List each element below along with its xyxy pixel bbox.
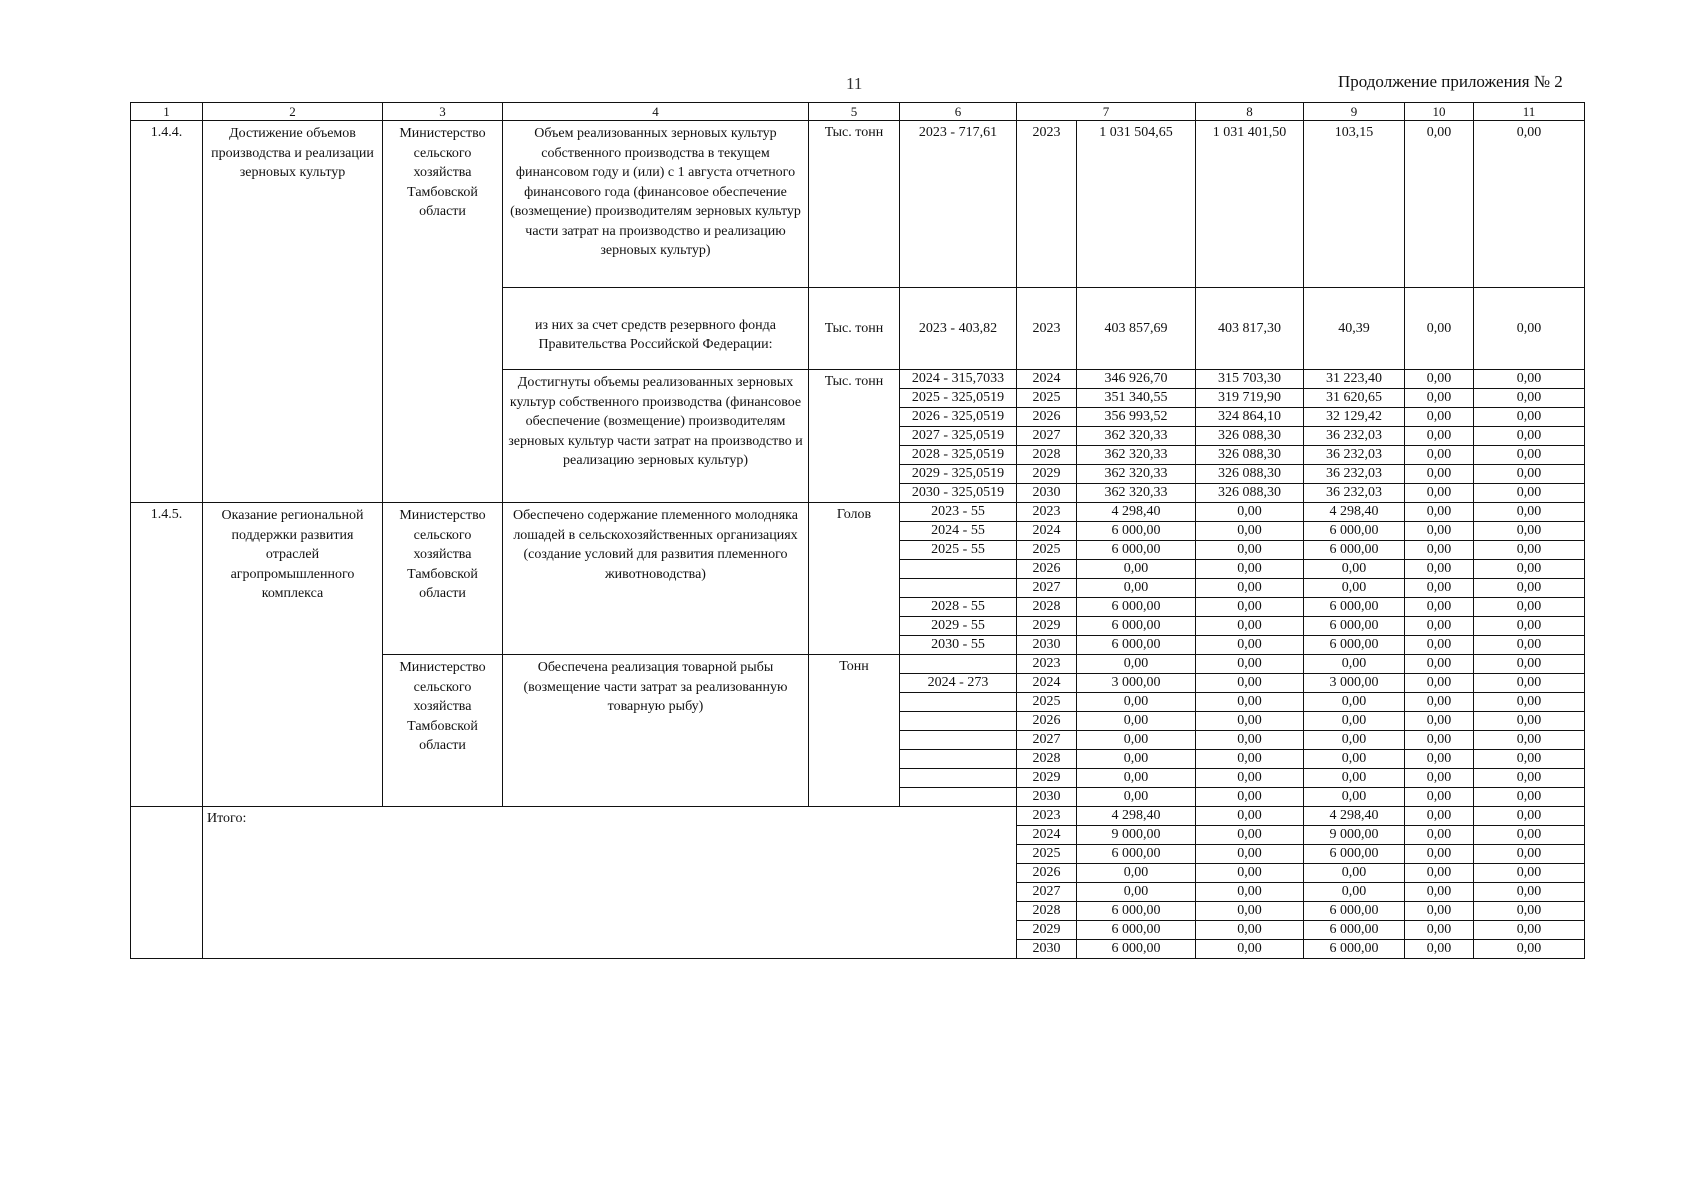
unit-cell: Тонн bbox=[809, 655, 900, 807]
year-cell: 2024 bbox=[1017, 674, 1077, 693]
value-cell: 6 000,00 bbox=[1304, 636, 1405, 655]
year-cell: 2026 bbox=[1017, 560, 1077, 579]
value-cell: 6 000,00 bbox=[1304, 940, 1405, 959]
value-cell: 0,00 bbox=[1474, 693, 1585, 712]
value-cell: 0,00 bbox=[1405, 484, 1474, 503]
header-cell: 1 bbox=[131, 103, 203, 121]
unit-cell: Голов bbox=[809, 503, 900, 655]
program-table bbox=[130, 102, 1585, 959]
page-number: 11 bbox=[846, 74, 863, 93]
header-cell: 9 bbox=[1304, 103, 1405, 121]
value-cell: 6 000,00 bbox=[1304, 921, 1405, 940]
year-cell: 2024 bbox=[1017, 522, 1077, 541]
value-cell: 0,00 bbox=[1474, 921, 1585, 940]
value-cell: 403 817,30 bbox=[1196, 288, 1304, 370]
value-cell: 6 000,00 bbox=[1077, 636, 1196, 655]
value-cell: 362 320,33 bbox=[1077, 446, 1196, 465]
year-cell: 2029 bbox=[1017, 921, 1077, 940]
value-cell: 0,00 bbox=[1474, 389, 1585, 408]
value-cell: 0,00 bbox=[1405, 655, 1474, 674]
value-cell: 0,00 bbox=[1405, 826, 1474, 845]
value-cell: 0,00 bbox=[1474, 121, 1585, 288]
target-cell: 2029 - 55 bbox=[900, 617, 1017, 636]
value-cell: 326 088,30 bbox=[1196, 446, 1304, 465]
value-cell: 356 993,52 bbox=[1077, 408, 1196, 427]
value-cell: 0,00 bbox=[1405, 288, 1474, 370]
value-cell: 0,00 bbox=[1304, 883, 1405, 902]
year-cell: 2026 bbox=[1017, 712, 1077, 731]
value-cell: 0,00 bbox=[1405, 465, 1474, 484]
value-cell: 0,00 bbox=[1196, 712, 1304, 731]
value-cell: 0,00 bbox=[1405, 427, 1474, 446]
value-cell: 319 719,90 bbox=[1196, 389, 1304, 408]
target-cell bbox=[900, 769, 1017, 788]
value-cell: 0,00 bbox=[1196, 883, 1304, 902]
value-cell: 0,00 bbox=[1196, 788, 1304, 807]
value-cell: 326 088,30 bbox=[1196, 484, 1304, 503]
value-cell: 0,00 bbox=[1474, 446, 1585, 465]
value-cell: 0,00 bbox=[1474, 731, 1585, 750]
value-cell: 36 232,03 bbox=[1304, 465, 1405, 484]
table-row bbox=[131, 503, 1585, 522]
value-cell: 0,00 bbox=[1196, 522, 1304, 541]
value-cell: 0,00 bbox=[1304, 864, 1405, 883]
responsible-ministry: Министерство сельского хозяйства Тамбовской области bbox=[383, 655, 503, 807]
event-title: Оказание региональной поддержки развития отраслей агропромышленного комплекса bbox=[203, 503, 383, 807]
value-cell: 0,00 bbox=[1196, 636, 1304, 655]
value-cell: 0,00 bbox=[1474, 579, 1585, 598]
value-cell: 3 000,00 bbox=[1077, 674, 1196, 693]
value-cell: 0,00 bbox=[1405, 446, 1474, 465]
value-cell: 4 298,40 bbox=[1304, 807, 1405, 826]
value-cell: 6 000,00 bbox=[1077, 902, 1196, 921]
value-cell: 0,00 bbox=[1474, 655, 1585, 674]
target-cell bbox=[900, 750, 1017, 769]
value-cell: 0,00 bbox=[1077, 579, 1196, 598]
target-cell bbox=[900, 731, 1017, 750]
value-cell: 6 000,00 bbox=[1077, 921, 1196, 940]
year-cell: 2029 bbox=[1017, 769, 1077, 788]
year-cell: 2026 bbox=[1017, 864, 1077, 883]
value-cell: 0,00 bbox=[1474, 484, 1585, 503]
value-cell: 346 926,70 bbox=[1077, 370, 1196, 389]
value-cell: 0,00 bbox=[1405, 864, 1474, 883]
value-cell: 0,00 bbox=[1196, 579, 1304, 598]
value-cell: 0,00 bbox=[1405, 788, 1474, 807]
value-cell: 0,00 bbox=[1196, 921, 1304, 940]
value-cell: 0,00 bbox=[1405, 750, 1474, 769]
target-cell: 2023 - 717,61 bbox=[900, 121, 1017, 288]
value-cell: 1 031 504,65 bbox=[1077, 121, 1196, 288]
value-cell: 0,00 bbox=[1474, 465, 1585, 484]
appendix-continuation-label: Продолжение приложения № 2 bbox=[1338, 72, 1563, 91]
value-cell: 0,00 bbox=[1405, 560, 1474, 579]
unit-cell: Тыс. тонн bbox=[809, 370, 900, 503]
year-cell: 2025 bbox=[1017, 693, 1077, 712]
target-cell: 2029 - 325,0519 bbox=[900, 465, 1017, 484]
event-title: Достижение объемов производства и реализации зерновых культур bbox=[203, 121, 383, 503]
value-cell: 0,00 bbox=[1077, 712, 1196, 731]
value-cell: 32 129,42 bbox=[1304, 408, 1405, 427]
value-cell: 0,00 bbox=[1196, 560, 1304, 579]
target-cell bbox=[900, 655, 1017, 674]
value-cell: 0,00 bbox=[1405, 693, 1474, 712]
value-cell: 4 298,40 bbox=[1077, 503, 1196, 522]
value-cell: 0,00 bbox=[1196, 826, 1304, 845]
value-cell: 6 000,00 bbox=[1077, 522, 1196, 541]
value-cell: 6 000,00 bbox=[1304, 845, 1405, 864]
year-cell: 2029 bbox=[1017, 465, 1077, 484]
value-cell: 6 000,00 bbox=[1077, 845, 1196, 864]
year-cell: 2024 bbox=[1017, 370, 1077, 389]
value-cell: 0,00 bbox=[1304, 579, 1405, 598]
value-cell: 4 298,40 bbox=[1077, 807, 1196, 826]
value-cell: 40,39 bbox=[1304, 288, 1405, 370]
year-cell: 2025 bbox=[1017, 541, 1077, 560]
value-cell: 36 232,03 bbox=[1304, 427, 1405, 446]
value-cell: 0,00 bbox=[1077, 769, 1196, 788]
target-cell: 2025 - 55 bbox=[900, 541, 1017, 560]
target-cell bbox=[900, 579, 1017, 598]
year-cell: 2024 bbox=[1017, 826, 1077, 845]
year-cell: 2027 bbox=[1017, 883, 1077, 902]
value-cell: 326 088,30 bbox=[1196, 465, 1304, 484]
value-cell: 326 088,30 bbox=[1196, 427, 1304, 446]
value-cell: 0,00 bbox=[1474, 807, 1585, 826]
value-cell: 0,00 bbox=[1304, 712, 1405, 731]
target-cell: 2028 - 325,0519 bbox=[900, 446, 1017, 465]
year-cell: 2028 bbox=[1017, 446, 1077, 465]
value-cell: 0,00 bbox=[1405, 370, 1474, 389]
value-cell: 0,00 bbox=[1196, 750, 1304, 769]
value-cell: 0,00 bbox=[1474, 750, 1585, 769]
value-cell: 0,00 bbox=[1304, 693, 1405, 712]
value-cell: 0,00 bbox=[1405, 541, 1474, 560]
year-cell: 2030 bbox=[1017, 636, 1077, 655]
value-cell: 0,00 bbox=[1196, 598, 1304, 617]
year-cell: 2030 bbox=[1017, 484, 1077, 503]
value-cell: 0,00 bbox=[1077, 731, 1196, 750]
item-number: 1.4.5. bbox=[131, 503, 203, 807]
year-cell: 2023 bbox=[1017, 655, 1077, 674]
target-cell: 2030 - 55 bbox=[900, 636, 1017, 655]
year-cell: 2030 bbox=[1017, 940, 1077, 959]
value-cell: 351 340,55 bbox=[1077, 389, 1196, 408]
value-cell: 6 000,00 bbox=[1077, 598, 1196, 617]
value-cell: 0,00 bbox=[1304, 750, 1405, 769]
value-cell: 0,00 bbox=[1405, 712, 1474, 731]
target-cell bbox=[900, 560, 1017, 579]
header-cell: 3 bbox=[383, 103, 503, 121]
value-cell: 0,00 bbox=[1077, 750, 1196, 769]
value-cell: 31 223,40 bbox=[1304, 370, 1405, 389]
value-cell: 0,00 bbox=[1405, 883, 1474, 902]
value-cell: 0,00 bbox=[1474, 902, 1585, 921]
value-cell: 0,00 bbox=[1405, 921, 1474, 940]
value-cell: 0,00 bbox=[1474, 788, 1585, 807]
value-cell: 0,00 bbox=[1196, 845, 1304, 864]
value-cell: 6 000,00 bbox=[1304, 522, 1405, 541]
value-cell: 0,00 bbox=[1474, 288, 1585, 370]
value-cell: 31 620,65 bbox=[1304, 389, 1405, 408]
header-cell: 10 bbox=[1405, 103, 1474, 121]
header-row bbox=[131, 103, 1585, 121]
value-cell: 0,00 bbox=[1405, 807, 1474, 826]
value-cell: 0,00 bbox=[1405, 408, 1474, 427]
value-cell: 0,00 bbox=[1474, 370, 1585, 389]
value-cell: 0,00 bbox=[1196, 617, 1304, 636]
value-cell: 0,00 bbox=[1474, 674, 1585, 693]
indicator-description: Объем реализованных зерновых культур собственного производства в текущем финансовом году и (или) с 1 августа отчетного финансового года (финансовое обеспечение (возмещение) производителям зерновых культур части затрат на производство и реализацию зерновых культур) bbox=[503, 121, 809, 288]
value-cell: 0,00 bbox=[1196, 940, 1304, 959]
header-cell: 6 bbox=[900, 103, 1017, 121]
value-cell: 0,00 bbox=[1405, 389, 1474, 408]
value-cell: 0,00 bbox=[1077, 864, 1196, 883]
value-cell: 0,00 bbox=[1405, 845, 1474, 864]
total-label: Итого: bbox=[203, 807, 1017, 959]
value-cell: 36 232,03 bbox=[1304, 446, 1405, 465]
value-cell: 0,00 bbox=[1196, 902, 1304, 921]
value-cell: 0,00 bbox=[1474, 427, 1585, 446]
table-row bbox=[131, 807, 1585, 826]
value-cell: 1 031 401,50 bbox=[1196, 121, 1304, 288]
year-cell: 2026 bbox=[1017, 408, 1077, 427]
year-cell: 2030 bbox=[1017, 788, 1077, 807]
value-cell: 0,00 bbox=[1474, 503, 1585, 522]
year-cell: 2028 bbox=[1017, 598, 1077, 617]
value-cell: 0,00 bbox=[1405, 940, 1474, 959]
responsible-ministry: Министерство сельского хозяйства Тамбовской области bbox=[383, 503, 503, 655]
value-cell: 0,00 bbox=[1474, 408, 1585, 427]
value-cell: 362 320,33 bbox=[1077, 427, 1196, 446]
value-cell: 6 000,00 bbox=[1077, 617, 1196, 636]
value-cell: 0,00 bbox=[1474, 864, 1585, 883]
year-cell: 2027 bbox=[1017, 731, 1077, 750]
value-cell: 6 000,00 bbox=[1077, 541, 1196, 560]
year-cell: 2028 bbox=[1017, 902, 1077, 921]
target-cell bbox=[900, 693, 1017, 712]
value-cell: 0,00 bbox=[1077, 693, 1196, 712]
value-cell: 0,00 bbox=[1304, 769, 1405, 788]
year-cell: 2023 bbox=[1017, 503, 1077, 522]
value-cell: 103,15 bbox=[1304, 121, 1405, 288]
value-cell: 0,00 bbox=[1077, 560, 1196, 579]
value-cell: 36 232,03 bbox=[1304, 484, 1405, 503]
value-cell: 6 000,00 bbox=[1304, 902, 1405, 921]
target-cell: 2024 - 55 bbox=[900, 522, 1017, 541]
year-cell: 2027 bbox=[1017, 427, 1077, 446]
value-cell: 0,00 bbox=[1077, 883, 1196, 902]
value-cell: 0,00 bbox=[1196, 693, 1304, 712]
value-cell: 6 000,00 bbox=[1304, 617, 1405, 636]
value-cell: 0,00 bbox=[1196, 674, 1304, 693]
year-cell: 2023 bbox=[1017, 807, 1077, 826]
value-cell: 0,00 bbox=[1474, 940, 1585, 959]
value-cell: 0,00 bbox=[1405, 674, 1474, 693]
value-cell: 0,00 bbox=[1405, 902, 1474, 921]
value-cell: 0,00 bbox=[1474, 541, 1585, 560]
value-cell: 0,00 bbox=[1405, 636, 1474, 655]
year-cell: 2028 bbox=[1017, 750, 1077, 769]
value-cell: 324 864,10 bbox=[1196, 408, 1304, 427]
value-cell: 0,00 bbox=[1196, 503, 1304, 522]
value-cell: 9 000,00 bbox=[1304, 826, 1405, 845]
year-cell: 2023 bbox=[1017, 121, 1077, 288]
target-cell: 2026 - 325,0519 bbox=[900, 408, 1017, 427]
target-cell: 2024 - 273 bbox=[900, 674, 1017, 693]
value-cell: 0,00 bbox=[1405, 579, 1474, 598]
value-cell: 0,00 bbox=[1196, 769, 1304, 788]
header-cell: 4 bbox=[503, 103, 809, 121]
value-cell: 0,00 bbox=[1405, 731, 1474, 750]
unit-cell: Тыс. тонн bbox=[809, 288, 900, 370]
value-cell: 0,00 bbox=[1474, 712, 1585, 731]
value-cell: 0,00 bbox=[1405, 522, 1474, 541]
value-cell: 0,00 bbox=[1474, 826, 1585, 845]
value-cell: 0,00 bbox=[1405, 503, 1474, 522]
target-cell: 2027 - 325,0519 bbox=[900, 427, 1017, 446]
value-cell: 0,00 bbox=[1405, 617, 1474, 636]
header-cell: 2 bbox=[203, 103, 383, 121]
header-cell: 11 bbox=[1474, 103, 1585, 121]
target-cell: 2024 - 315,7033 bbox=[900, 370, 1017, 389]
target-cell: 2023 - 403,82 bbox=[900, 288, 1017, 370]
value-cell: 0,00 bbox=[1405, 598, 1474, 617]
year-cell: 2029 bbox=[1017, 617, 1077, 636]
value-cell: 0,00 bbox=[1077, 655, 1196, 674]
total-number-blank bbox=[131, 807, 203, 959]
year-cell: 2027 bbox=[1017, 579, 1077, 598]
year-cell: 2025 bbox=[1017, 389, 1077, 408]
value-cell: 0,00 bbox=[1474, 598, 1585, 617]
value-cell: 0,00 bbox=[1196, 655, 1304, 674]
year-cell: 2023 bbox=[1017, 288, 1077, 370]
value-cell: 6 000,00 bbox=[1077, 940, 1196, 959]
target-cell bbox=[900, 712, 1017, 731]
target-cell: 2030 - 325,0519 bbox=[900, 484, 1017, 503]
target-cell: 2025 - 325,0519 bbox=[900, 389, 1017, 408]
value-cell: 0,00 bbox=[1304, 731, 1405, 750]
year-cell: 2025 bbox=[1017, 845, 1077, 864]
value-cell: 0,00 bbox=[1474, 522, 1585, 541]
unit-cell: Тыс. тонн bbox=[809, 121, 900, 288]
header-cell: 7 bbox=[1017, 103, 1196, 121]
target-cell: 2028 - 55 bbox=[900, 598, 1017, 617]
target-cell bbox=[900, 788, 1017, 807]
indicator-description: Достигнуты объемы реализованных зерновых культур собственного производства (финансовое обеспечение (возмещение) производителям зерновых культур части затрат на производство и реализацию зерновых культур) bbox=[503, 370, 809, 503]
value-cell: 0,00 bbox=[1077, 788, 1196, 807]
value-cell: 0,00 bbox=[1474, 845, 1585, 864]
value-cell: 0,00 bbox=[1196, 807, 1304, 826]
value-cell: 362 320,33 bbox=[1077, 465, 1196, 484]
target-cell: 2023 - 55 bbox=[900, 503, 1017, 522]
value-cell: 3 000,00 bbox=[1304, 674, 1405, 693]
value-cell: 0,00 bbox=[1304, 655, 1405, 674]
value-cell: 0,00 bbox=[1474, 617, 1585, 636]
value-cell: 0,00 bbox=[1196, 864, 1304, 883]
responsible-ministry: Министерство сельского хозяйства Тамбовской области bbox=[383, 121, 503, 503]
header-cell: 8 bbox=[1196, 103, 1304, 121]
value-cell: 4 298,40 bbox=[1304, 503, 1405, 522]
value-cell: 9 000,00 bbox=[1077, 826, 1196, 845]
value-cell: 315 703,30 bbox=[1196, 370, 1304, 389]
value-cell: 362 320,33 bbox=[1077, 484, 1196, 503]
value-cell: 6 000,00 bbox=[1304, 541, 1405, 560]
value-cell: 0,00 bbox=[1304, 560, 1405, 579]
table-row bbox=[131, 121, 1585, 288]
value-cell: 0,00 bbox=[1474, 636, 1585, 655]
value-cell: 6 000,00 bbox=[1304, 598, 1405, 617]
value-cell: 0,00 bbox=[1474, 883, 1585, 902]
indicator-description: из них за счет средств резервного фонда Правительства Российской Федерации: bbox=[503, 288, 809, 370]
value-cell: 403 857,69 bbox=[1077, 288, 1196, 370]
value-cell: 0,00 bbox=[1474, 560, 1585, 579]
value-cell: 0,00 bbox=[1304, 788, 1405, 807]
header-cell: 5 bbox=[809, 103, 900, 121]
value-cell: 0,00 bbox=[1474, 769, 1585, 788]
value-cell: 0,00 bbox=[1405, 769, 1474, 788]
value-cell: 0,00 bbox=[1405, 121, 1474, 288]
indicator-description: Обеспечено содержание племенного молодняка лошадей в сельскохозяйственных организациях (создание условий для развития племенного животноводства) bbox=[503, 503, 809, 655]
item-number: 1.4.4. bbox=[131, 121, 203, 503]
value-cell: 0,00 bbox=[1196, 731, 1304, 750]
indicator-description: Обеспечена реализация товарной рыбы (возмещение части затрат за реализованную товарную рыбу) bbox=[503, 655, 809, 807]
value-cell: 0,00 bbox=[1196, 541, 1304, 560]
